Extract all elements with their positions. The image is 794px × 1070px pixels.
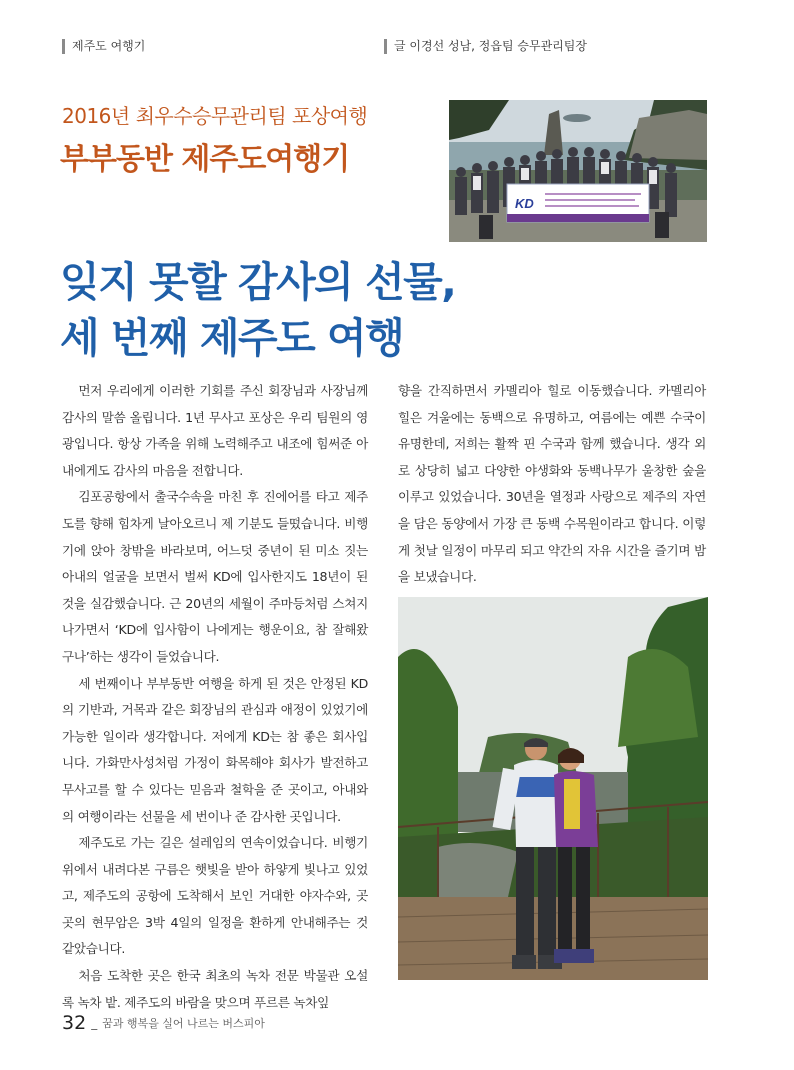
paragraph: 김포공항에서 출국수속을 마친 후 진에어를 타고 제주도를 향해 힘차게 날아오르니 제 기분도 들떴습니다. 비행기에 앉아 창밖을 바라보며, 어느덧 중년이 된 미소 짓는 아내의 얼굴을 보면서 벌써 KD에 입사한지도 18년이 된 것을 실감했습니다. 근 20년의 세월이 주마등처럼 스쳐지나가면서 ‘KD에 입사함이 나에게는 행운이요, 참 잘해왔구나’하는 생각이 들었습니다. [62,489,368,664]
group-photo [449,100,707,242]
byline-text: 글 이경선 성남, 정읍팀 승무관리팀장 [394,39,587,53]
banner-logo: KD [515,196,534,211]
couple-photo [398,597,708,980]
headline-line-2: 세 번째 제주도 여행 [60,314,404,362]
headline [60,254,455,366]
headline-line-1: 잊지 못할 감사의 선물, [60,258,456,306]
byline-bar [384,39,387,54]
page-number: 32 [62,1012,87,1034]
article-subtitle: 2016년 최우수승무관리팀 포상여행 [62,104,368,128]
body-right-column [398,378,706,591]
footer-tagline: 꿈과 행복을 실어 나르는 버스피아 [102,1017,265,1030]
paragraph: 처음 도착한 곳은 한국 최초의 녹차 전문 박물관 오설록 녹차 밭. 제주도의 바람을 맞으며 푸르른 녹차잎 [62,968,368,1010]
footer-dash: _ [91,1016,98,1030]
body-left-column [62,378,368,1016]
section-label-text: 제주도 여행기 [72,39,146,53]
page-footer [62,1012,265,1034]
section-bar [62,39,65,54]
byline [384,38,587,54]
paragraph: 제주도로 가는 길은 설레임의 연속이었습니다. 비행기 위에서 내려다본 구름은 햇빛을 받아 하얗게 빛나고 있었고, 제주도의 공항에 도착해서 보인 거대한 야자수와, 곳곳의 현무암은 3박 4일의 일정을 환하게 안내해주는 것 같았습니다. [62,835,368,957]
paragraph: 세 번째이나 부부동반 여행을 하게 된 것은 안정된 KD의 기반과, 거목과 같은 회장님의 관심과 애정이 있었기에 가능한 일이라 생각합니다. 저에게 KD는 참 좋은 회사입니다. 가화만사성처럼 가정이 화목해야 회사가 발전하고 무사고를 할 수 있다는 믿음과 철학을 준 곳이고, 아내와의 여행이라는 선물을 세 번이나 준 감사한 곳입니다. [62,675,368,824]
section-label [62,38,145,54]
paragraph: 먼저 우리에게 이러한 기회를 주신 회장님과 사장님께 감사의 말씀 올립니다. 1년 무사고 포상은 우리 팀원의 영광입니다. 항상 가족을 위해 노력해주고 내조에 힘써준 아내에게도 감사의 마음을 전합니다. [62,383,368,478]
article-title: 부부동반 제주도여행기 [60,142,350,177]
paragraph: 향을 간직하면서 카멜리아 힐로 이동했습니다. 카멜리아 힐은 겨울에는 동백으로 유명하고, 여름에는 예쁜 수국이 유명한데, 저희는 활짝 핀 수국과 함께 했습니다. 생각 외로 상당히 넓고 다양한 야생화와 동백나무가 울창한 숲을 이루고 있었습니다. 30년을 열정과 사랑으로 제주의 자연을 담은 동양에서 가장 큰 동백 수목원이라고 합니다. 이렇게 첫날 일정이 마무리 되고 약간의 자유 시간을 즐기며 밤을 보냈습니다. [398,383,706,585]
